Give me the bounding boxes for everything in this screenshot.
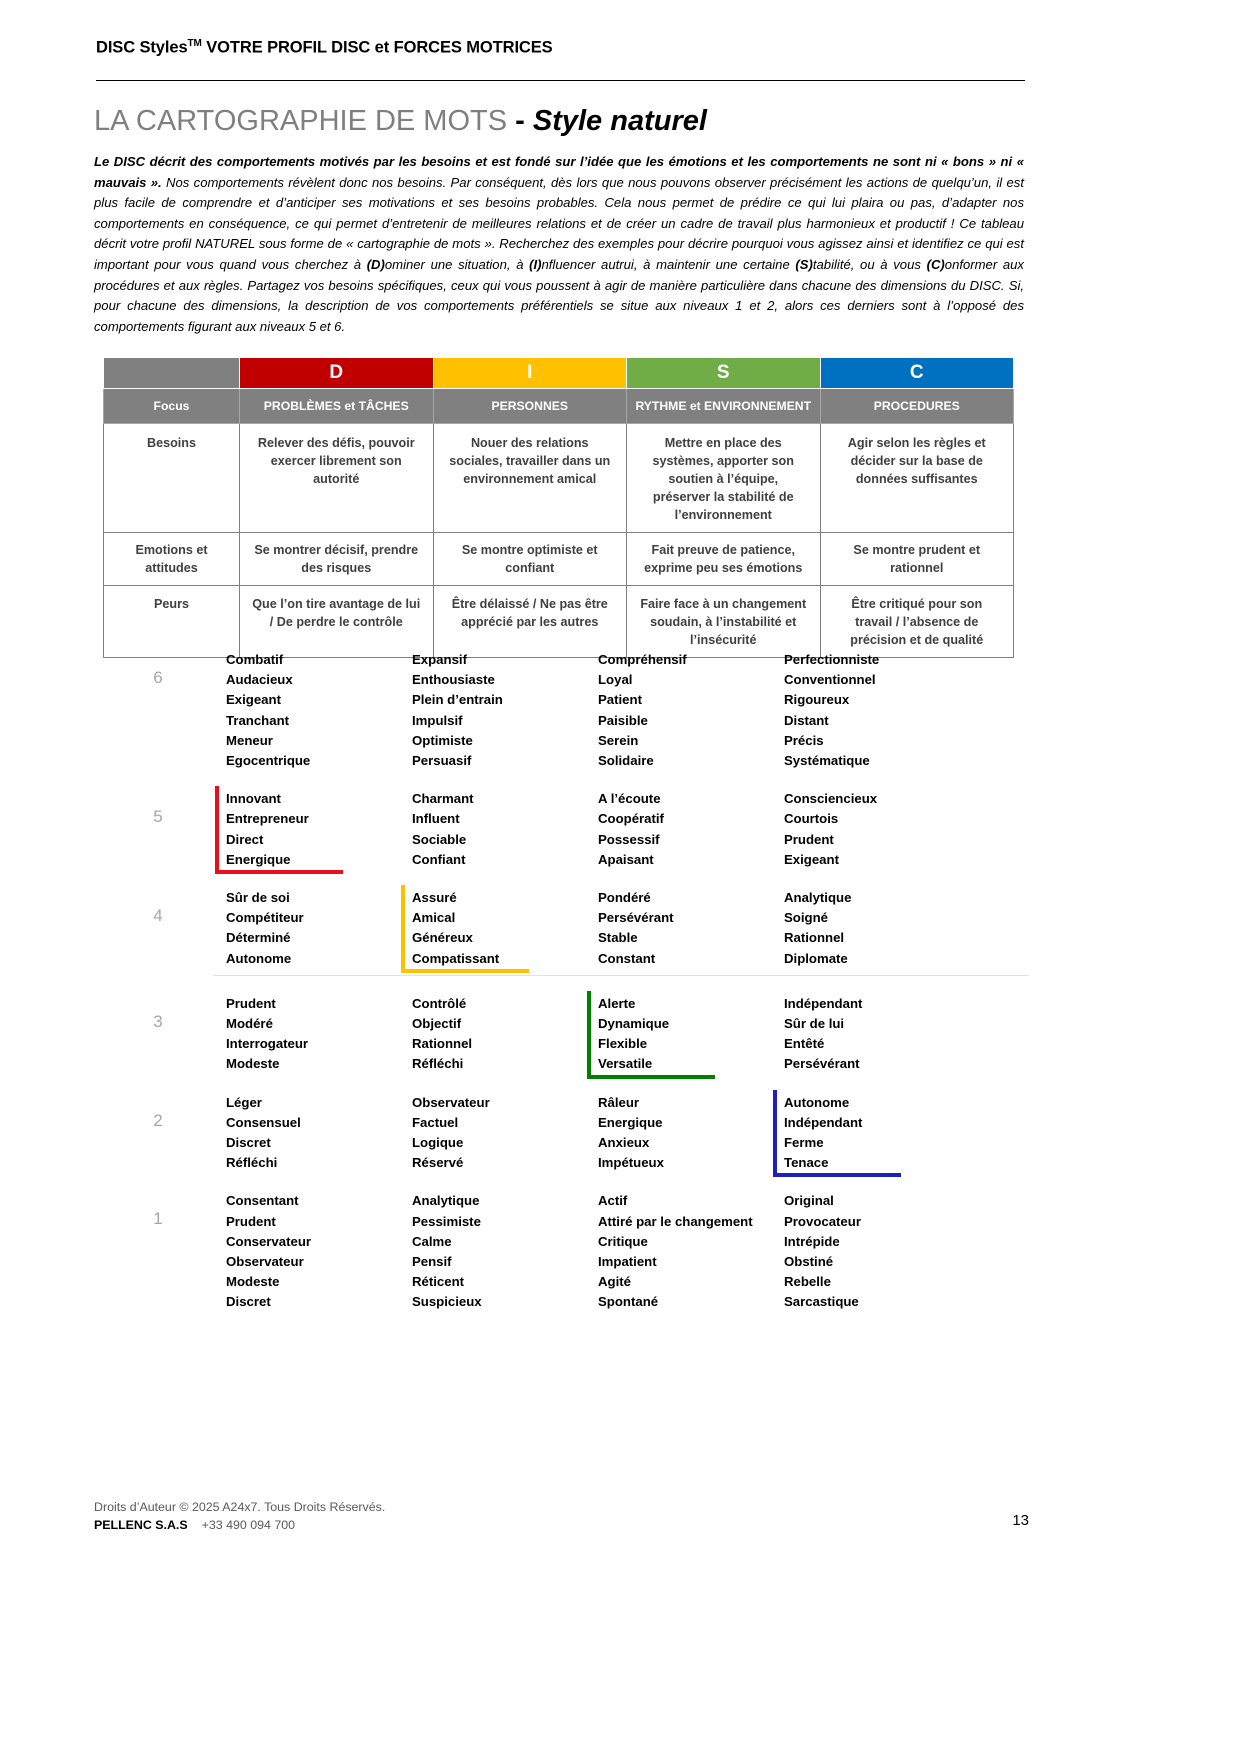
level-gap <box>103 1075 1043 1093</box>
word-item: Audacieux <box>226 672 293 688</box>
word-item: Consentant <box>226 1193 299 1209</box>
word-item: Solidaire <box>598 753 654 769</box>
word-column-d <box>213 994 399 1075</box>
word-item: Stable <box>598 930 638 946</box>
word-item: Observateur <box>412 1094 490 1110</box>
word-item: Tenace <box>784 1155 829 1171</box>
word-column-d <box>213 789 399 870</box>
word-item: Diplomate <box>784 950 848 966</box>
page-title-black: Style naturel <box>532 105 707 137</box>
page-title-gray: LA CARTOGRAPHIE DE MOTS <box>94 105 508 137</box>
level-number: 3 <box>153 1011 163 1031</box>
word-item: Consensuel <box>226 1114 301 1130</box>
bracket-vertical <box>401 885 405 973</box>
row-label-besoins: Besoins <box>104 424 240 533</box>
word-column-c <box>771 789 957 870</box>
peurs-c: Être critiqué pour son travail / l’absence de précision et de qualité <box>820 586 1014 658</box>
word-item: Paisible <box>598 712 648 728</box>
word-item: Patient <box>598 692 642 708</box>
word-item: Original <box>784 1193 834 1209</box>
word-column-i <box>399 650 585 771</box>
page-title-dash: - <box>507 105 533 137</box>
word-column-d <box>213 650 399 771</box>
word-item: Pondéré <box>598 890 651 906</box>
intro-seg-d: (D) <box>366 256 385 272</box>
intro-seg-d-after: ominer une situation, à <box>384 256 530 272</box>
word-item: Influent <box>412 811 460 827</box>
word-item: Confiant <box>412 851 466 867</box>
word-item: Réservé <box>412 1155 464 1171</box>
word-item: Prudent <box>784 831 834 847</box>
besoins-i: Nouer des relations sociales, travailler dans un environnement amical <box>433 424 627 533</box>
word-item: Modeste <box>226 1056 280 1072</box>
word-level-row <box>103 650 1043 771</box>
table-row-letters <box>104 358 1014 389</box>
table-row-emotions <box>104 533 1014 586</box>
letter-cell-i: I <box>433 358 627 389</box>
word-column-i <box>399 789 585 870</box>
intro-seg-c-after: onformer aux procédures et aux règles. Partagez vos besoins spécifiques, ceux qui vous poussent à agir de manière particulière dans chacune des dimensions du DISC. Si, pour chacune des dimensions, la description de vos comportements préférentiels se situe aux niveaux 1 et 2, alors ces derniers sont à l’opposé des comportements figurant aux niveaux 5 et 6. <box>94 256 1024 334</box>
word-item: Innovant <box>226 791 281 807</box>
word-item: Intrépide <box>784 1233 840 1249</box>
word-column-d <box>213 1191 399 1312</box>
word-item: Contrôlé <box>412 995 467 1011</box>
intro-paragraph <box>94 152 1024 337</box>
level-number: 1 <box>153 1209 163 1229</box>
word-item: Courtois <box>784 811 839 827</box>
besoins-c: Agir selon les règles et décider sur la base de données suffisantes <box>820 424 1014 533</box>
word-item: Direct <box>226 831 264 847</box>
intro-seg-i: (I) <box>529 256 542 272</box>
word-item: Compatissant <box>412 950 500 966</box>
besoins-d: Relever des défis, pouvoir exercer librement son autorité <box>240 424 434 533</box>
word-column-s <box>585 994 771 1075</box>
level-gap <box>103 1173 1043 1191</box>
level-gap <box>103 870 1043 888</box>
word-item: Généreux <box>412 930 473 946</box>
letter-cell-s: S <box>627 358 821 389</box>
word-column-i <box>399 994 585 1075</box>
word-item: Indépendant <box>784 1114 863 1130</box>
word-item: A l’écoute <box>598 791 661 807</box>
word-column-c <box>771 650 957 771</box>
word-item: Prudent <box>226 1213 276 1229</box>
word-item: Tranchant <box>226 712 290 728</box>
word-item: Objectif <box>412 1016 462 1032</box>
letter-cell-d: D <box>240 358 434 389</box>
word-item: Suspicieux <box>412 1294 482 1310</box>
footer-company-line <box>94 1518 1029 1532</box>
word-column-s <box>585 888 771 969</box>
page-title <box>94 105 707 138</box>
word-item: Autonome <box>784 1094 850 1110</box>
emotions-d: Se montrer décisif, prendre des risques <box>240 533 434 586</box>
level-gap <box>103 771 1043 789</box>
word-level-row <box>103 1191 1043 1312</box>
focus-i: PERSONNES <box>433 389 627 424</box>
word-item: Egocentrique <box>226 753 311 769</box>
word-column-i <box>399 888 585 969</box>
level-gap <box>103 976 1043 994</box>
table-row-peurs <box>104 586 1014 658</box>
word-item: Coopératif <box>598 811 664 827</box>
peurs-s: Faire face à un changement soudain, à l’instabilité et l’insécurité <box>627 586 821 658</box>
disc-dimensions-table <box>103 357 1014 658</box>
level-number: 4 <box>153 906 163 926</box>
word-item: Impétueux <box>598 1155 664 1171</box>
word-item: Calme <box>412 1233 452 1249</box>
word-item: Exigeant <box>226 692 281 708</box>
word-item: Impatient <box>598 1254 657 1270</box>
word-item: Discret <box>226 1135 271 1151</box>
intro-seg-c: (C) <box>926 256 945 272</box>
row-label-focus: Focus <box>104 389 240 424</box>
word-item: Modeste <box>226 1274 280 1290</box>
header-title <box>96 38 1026 58</box>
word-item: Constant <box>598 950 656 966</box>
word-item: Compétiteur <box>226 910 304 926</box>
besoins-s: Mettre en place des systèmes, apporter son soutien à l’équipe, préserver la stabilité de l’environnement <box>627 424 821 533</box>
word-item: Spontané <box>598 1294 659 1310</box>
word-item: Compréhensif <box>598 652 687 667</box>
word-item: Conservateur <box>226 1233 312 1249</box>
table-row-besoins <box>104 424 1014 533</box>
word-item: Systématique <box>784 753 870 769</box>
header-divider <box>96 80 1025 81</box>
word-item: Rationnel <box>412 1036 473 1052</box>
emotions-s: Fait preuve de patience, exprime peu ses émotions <box>627 533 821 586</box>
word-item: Sûr de lui <box>784 1016 845 1032</box>
word-item: Indépendant <box>784 995 863 1011</box>
word-item: Flexible <box>598 1036 648 1052</box>
word-item: Energique <box>598 1114 663 1130</box>
word-item: Interrogateur <box>226 1036 309 1052</box>
word-item: Persévérant <box>598 910 674 926</box>
word-item: Râleur <box>598 1094 640 1110</box>
word-level-row <box>103 1093 1043 1174</box>
focus-d: PROBLÈMES et TÂCHES <box>240 389 434 424</box>
word-item: Sociable <box>412 831 467 847</box>
word-item: Alerte <box>598 995 636 1011</box>
bracket-horizontal <box>401 969 529 973</box>
word-item: Serein <box>598 732 639 748</box>
word-item: Pessimiste <box>412 1213 481 1229</box>
word-item: Actif <box>598 1193 628 1209</box>
word-item: Agité <box>598 1274 631 1290</box>
word-column-c <box>771 994 957 1075</box>
word-item: Analytique <box>412 1193 480 1209</box>
level-number: 6 <box>153 668 163 687</box>
footer-company: PELLENC S.A.S <box>94 1518 188 1532</box>
word-item: Persuasif <box>412 753 472 769</box>
header-trademark: TM <box>187 38 202 49</box>
word-column-c <box>771 1093 957 1174</box>
word-item: Réfléchi <box>226 1155 278 1171</box>
word-item: Persévérant <box>784 1056 860 1072</box>
word-column-s <box>585 1093 771 1174</box>
level-number: 5 <box>153 807 163 827</box>
word-item: Expansif <box>412 652 467 667</box>
word-item: Possessif <box>598 831 660 847</box>
word-item: Loyal <box>598 672 633 688</box>
word-item: Rebelle <box>784 1274 831 1290</box>
word-item: Factuel <box>412 1114 459 1130</box>
emotions-i: Se montre optimiste et confiant <box>433 533 627 586</box>
footer-phone: +33 490 094 700 <box>201 1518 296 1532</box>
word-item: Autonome <box>226 950 292 966</box>
word-map <box>103 650 1043 1331</box>
word-item: Observateur <box>226 1254 304 1270</box>
level-number: 2 <box>153 1110 163 1130</box>
word-item: Conventionnel <box>784 672 876 688</box>
word-item: Réticent <box>412 1274 465 1290</box>
word-item: Assuré <box>412 890 457 906</box>
word-item: Enthousiaste <box>412 672 495 688</box>
word-item: Déterminé <box>226 930 291 946</box>
level-gap <box>103 1313 1043 1331</box>
intro-seg-s: (S) <box>795 256 813 272</box>
word-item: Léger <box>226 1094 262 1110</box>
word-item: Entêté <box>784 1036 825 1052</box>
word-column-s <box>585 789 771 870</box>
word-item: Perfectionniste <box>784 652 880 667</box>
intro-rest: Nos comportements révèlent donc nos besoins. Par conséquent, dès lors que nous pouvons observer précisément les actions de quelqu’un, il est plus facile de comprendre et d’anticiper ses motivations et ses besoins probables. Cela nous permet de prédire ce qui lui plaira ou pas, d’adapter nos comportements en conséquence, ce qui permet d’entretenir de meilleures relations et de créer un cadre de travail plus harmonieux et productif ! Ce tableau décrit votre profil NATUREL sous forme de « cartographie de mots ». Recherchez des exemples pour décrire pourquoi vous agissez ainsi et identifiez ce qui est important pour vous quand vous cherchez à <box>94 174 1024 272</box>
emotions-c: Se montre prudent et rationnel <box>820 533 1014 586</box>
word-column-s <box>585 1191 771 1312</box>
word-item: Exigeant <box>784 851 839 867</box>
word-level-row <box>103 888 1043 969</box>
word-level-row <box>103 994 1043 1075</box>
word-item: Attiré par le changement <box>598 1213 753 1229</box>
word-item: Meneur <box>226 732 273 748</box>
word-item: Entrepreneur <box>226 811 309 827</box>
word-item: Amical <box>412 910 456 926</box>
word-column-d <box>213 888 399 969</box>
row-label-peurs: Peurs <box>104 586 240 658</box>
word-item: Critique <box>598 1233 648 1249</box>
peurs-d: Que l’on tire avantage de lui / De perdre le contrôle <box>240 586 434 658</box>
word-column-c <box>771 1191 957 1312</box>
word-item: Combatif <box>226 652 284 667</box>
word-column-i <box>399 1191 585 1312</box>
intro-seg-i-after: nfluencer autrui, à maintenir une certaine <box>541 256 796 272</box>
word-column-c <box>771 888 957 969</box>
word-item: Apaisant <box>598 851 654 867</box>
word-item: Impulsif <box>412 712 463 728</box>
word-column-i <box>399 1093 585 1174</box>
bracket-vertical <box>215 786 219 874</box>
focus-s: RYTHME et ENVIRONNEMENT <box>627 389 821 424</box>
table-row-focus <box>104 389 1014 424</box>
word-item: Rigoureux <box>784 692 850 708</box>
word-item: Logique <box>412 1135 464 1151</box>
footer-copyright: Droits d’Auteur © 2025 A24x7. Tous Droits Réservés. <box>94 1500 386 1514</box>
word-item: Obstiné <box>784 1254 834 1270</box>
word-item: Versatile <box>598 1056 653 1072</box>
letter-cell-c: C <box>820 358 1014 389</box>
word-item: Anxieux <box>598 1135 650 1151</box>
word-item: Sarcastique <box>784 1294 859 1310</box>
bracket-vertical <box>587 991 591 1079</box>
word-item: Dynamique <box>598 1016 670 1032</box>
word-item: Provocateur <box>784 1213 861 1229</box>
header-title-pre: DISC Styles <box>96 38 188 57</box>
intro-bold: Le DISC décrit des comportements motivés par les besoins et est fondé sur l’idée que les émotions et les comportements ne sont ni « bons » ni « mauvais ». <box>94 154 1024 190</box>
document-footer <box>94 1500 1029 1532</box>
word-item: Consciencieux <box>784 791 878 807</box>
word-item: Modéré <box>226 1016 273 1032</box>
word-item: Pensif <box>412 1254 452 1270</box>
word-item: Prudent <box>226 995 276 1011</box>
row-label-emotions: Emotions et attitudes <box>104 533 240 586</box>
word-item: Distant <box>784 712 829 728</box>
word-item: Sûr de soi <box>226 890 290 906</box>
word-item: Optimiste <box>412 732 473 748</box>
bracket-vertical <box>773 1090 777 1178</box>
document-header <box>96 38 1026 58</box>
intro-seg-s-after: tabilité, ou à vous <box>812 256 927 272</box>
page-number: 13 <box>1012 1512 1029 1529</box>
word-item: Rationnel <box>784 930 845 946</box>
word-item: Ferme <box>784 1135 824 1151</box>
word-item: Plein d’entrain <box>412 692 503 708</box>
word-item: Précis <box>784 732 824 748</box>
header-title-post: VOTRE PROFIL DISC et FORCES MOTRICES <box>201 38 553 57</box>
word-level-row <box>103 789 1043 870</box>
word-item: Analytique <box>784 890 852 906</box>
word-column-d <box>213 1093 399 1174</box>
peurs-i: Être délaissé / Ne pas être apprécié par les autres <box>433 586 627 658</box>
focus-c: PROCEDURES <box>820 389 1014 424</box>
word-column-s <box>585 650 771 771</box>
word-item: Soigné <box>784 910 828 926</box>
word-item: Réfléchi <box>412 1056 464 1072</box>
word-item: Discret <box>226 1294 271 1310</box>
word-item: Energique <box>226 851 291 867</box>
word-item: Charmant <box>412 791 474 807</box>
letter-cell-blank <box>104 358 240 389</box>
